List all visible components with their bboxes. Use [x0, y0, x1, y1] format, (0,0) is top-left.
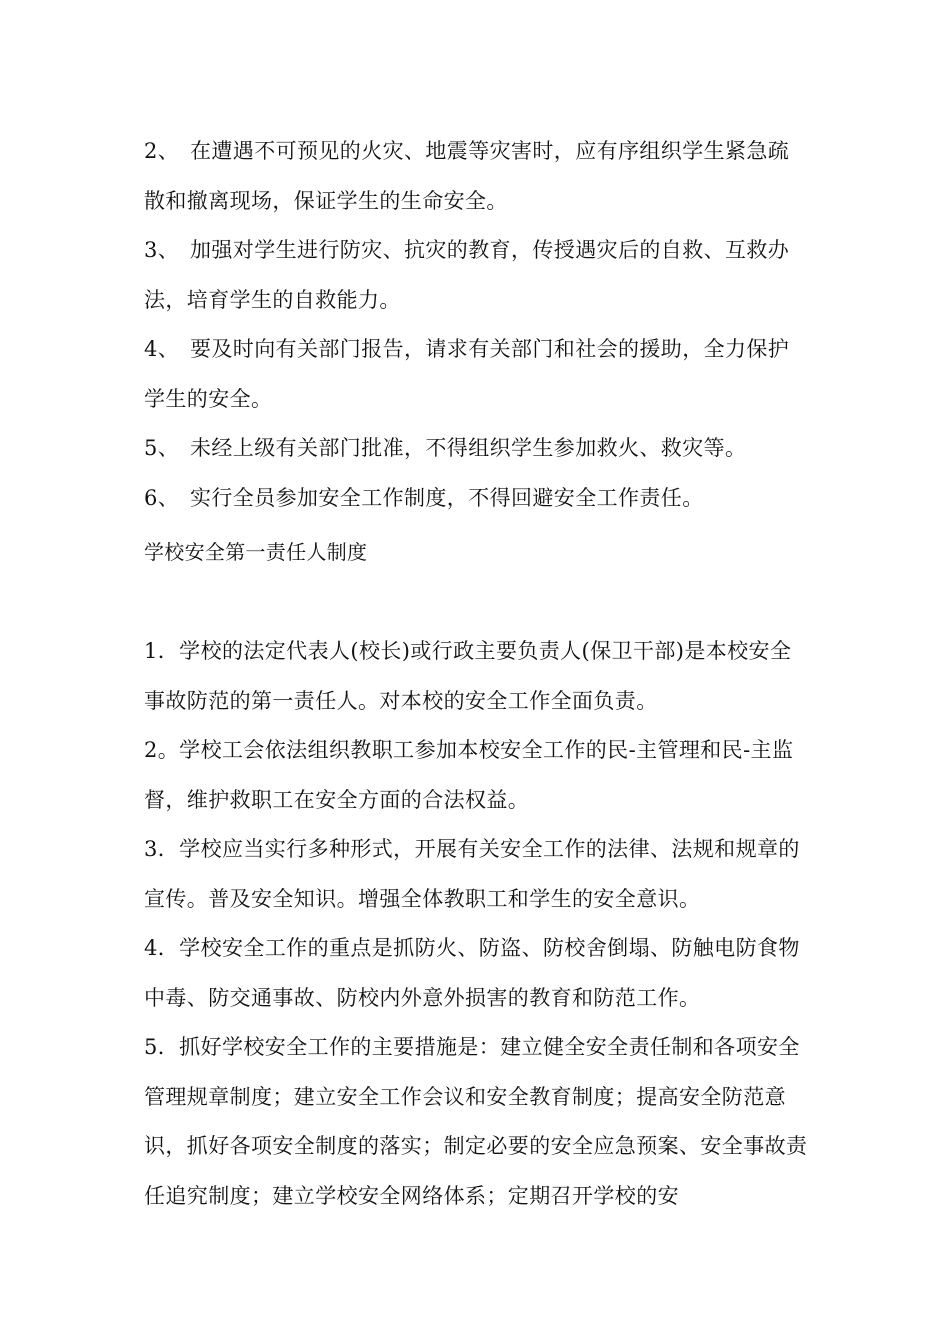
- item-text: 学校安全工作的重点是抓防火、防盗、防校舍倒塌、防触电防食物中毒、防交通事故、防校内外意外损害的教育和防范工作。: [144, 936, 800, 1010]
- item-number: 5、: [144, 436, 180, 460]
- list-item: [144, 1023, 808, 1221]
- section-heading: 学校安全第一责任人制度: [144, 540, 368, 564]
- item-number: 3．: [144, 837, 180, 861]
- item-text: 未经上级有关部门批准，不得组织学生参加救火、救灾等。: [190, 436, 747, 460]
- item-number: 3、: [144, 238, 180, 262]
- emergency-measures-list: [144, 127, 808, 523]
- list-item: [144, 627, 808, 726]
- list-item: [144, 474, 808, 524]
- item-text: 学校工会依法组织教职工参加本校安全工作的民-主管理和民-主监督，维护救职工在安全方面的合法权益。: [144, 738, 794, 812]
- item-text: 抓好学校安全工作的主要措施是：建立健全安全责任制和各项安全管理规章制度；建立安全工作会议和安全教育制度；提高安全防范意识，抓好各项安全制度的落实；制定必要的安全应急预案、安全事故责任追究制度；建立学校安全网络体系；定期召开学校的安: [144, 1035, 808, 1208]
- list-item: [144, 825, 808, 924]
- list-item: [144, 424, 808, 474]
- item-number: 2。: [144, 738, 180, 762]
- responsibility-list: [144, 627, 808, 1221]
- item-number: 5．: [144, 1035, 180, 1059]
- item-number: 2、: [144, 139, 180, 163]
- item-text: 在遭遇不可预见的火灾、地震等灾害时，应有序组织学生紧急疏散和撤离现场，保证学生的生命安全。: [144, 139, 790, 213]
- list-item: [144, 127, 808, 226]
- item-number: 6、: [144, 485, 180, 510]
- item-number: 4．: [144, 936, 180, 960]
- list-item: [144, 325, 808, 424]
- list-item: [144, 726, 808, 825]
- list-item: [144, 924, 808, 1023]
- item-text: 学校应当实行多种形式，开展有关安全工作的法律、法规和规章的宣传。普及安全知识。增强全体教职工和学生的安全意识。: [144, 837, 800, 911]
- item-text: 加强对学生进行防灾、抗灾的教育，传授遇灾后的自救、互救办法，培育学生的自救能力。: [144, 238, 790, 312]
- item-text: 学校的法定代表人(校长)或行政主要负责人(保卫干部)是本校安全事故防范的第一责任人。对本校的安全工作全面负责。: [144, 639, 792, 713]
- item-number: 1．: [144, 639, 180, 663]
- item-text: 实行全员参加安全工作制度，不得回避安全工作责任。: [190, 485, 704, 510]
- list-item: [144, 226, 808, 325]
- item-number: 4、: [144, 337, 180, 361]
- item-text: 要及时向有关部门报告，请求有关部门和社会的援助，全力保护学生的安全。: [144, 337, 790, 411]
